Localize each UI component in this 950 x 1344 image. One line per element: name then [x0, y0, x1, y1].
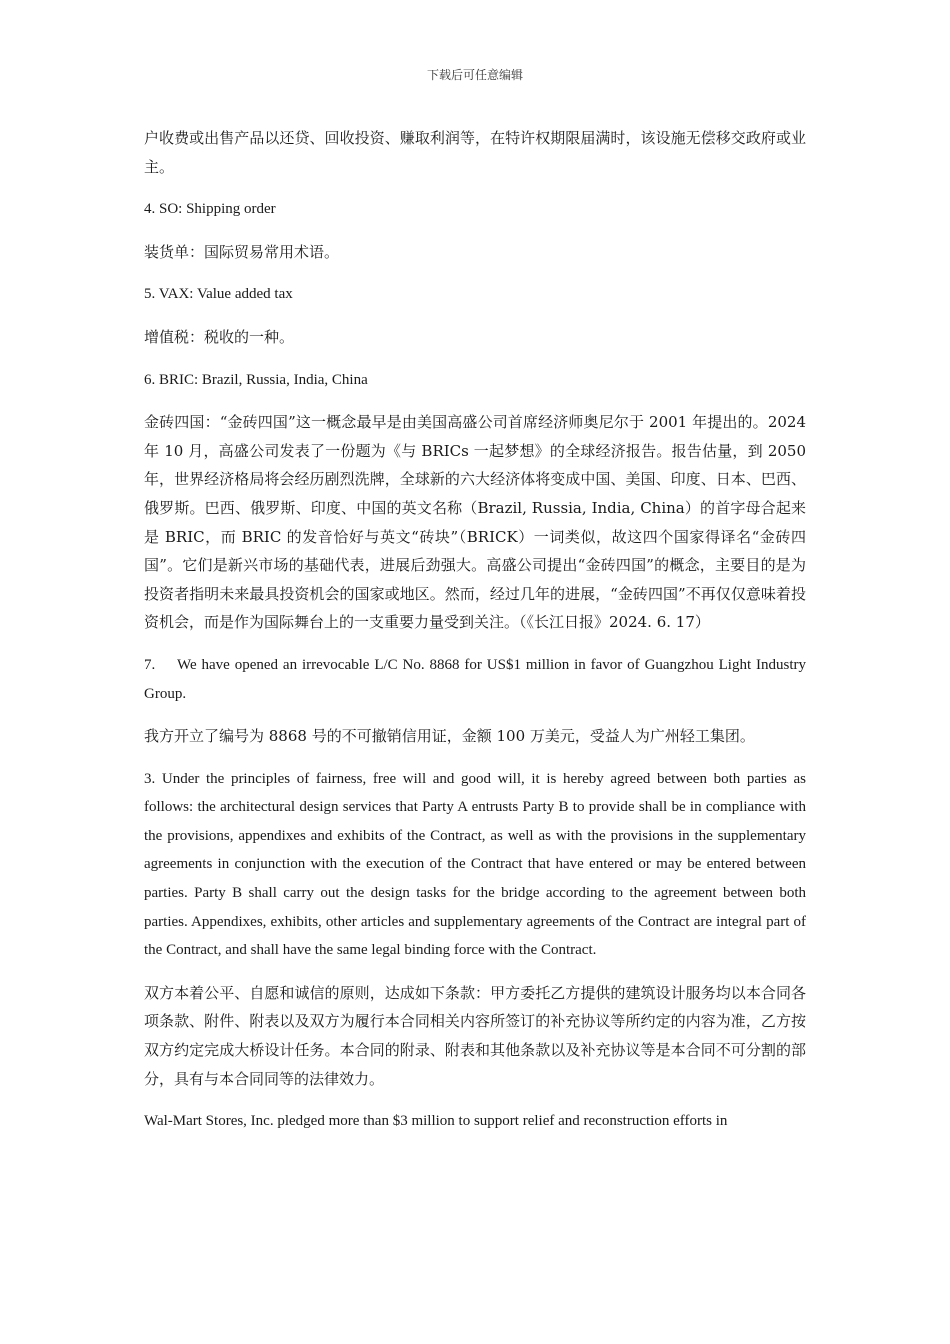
definition-bric: 金砖四国：“金砖四国”这一概念最早是由美国高盛公司首席经济师奥尼尔于 2001 年提出的。2024 年 10 月，高盛公司发表了一份题为《与 BRICs 一起梦想》的全球经济报告。报告估量，到 2050 年，世界经济格局将会经历剧烈洗牌，全球新的六大经济体将变成中国、美国、印度、日本、巴西、俄罗斯。巴西、俄罗斯、印度、中国的英文名称（Brazil, Russia, India, China）的首字母合起来是 BRIC，而 BRIC 的发音恰好与英文“砖块”（BRICK）一词类似，故这四个国家得译名“金砖四国”。它们是新兴市场的基础代表，进展后劲强大。高盛公司提出“金砖四国”的概念，主要目的是为投资者指明未来最具投资机会的国家或地区。然而，经过几年的进展，“金砖四国”不再仅仅意味着投资机会，而是作为国际舞台上的一支重要力量受到关注。（《长江日报》2024. 6. 17）: [144, 413, 806, 632]
page-header: 下载后可任意编辑: [426, 68, 523, 82]
paragraph-walmart: Wal-Mart Stores, Inc. pledged more than $3 million to support relief and reconstruction efforts in: [144, 1113, 728, 1130]
sentence-7-english: [144, 651, 806, 708]
clause-3-chinese: 双方本着公平、自愿和诚信的原则，达成如下条款：甲方委托乙方提供的建筑设计服务均以本合同各项条款、附件、附表以及双方为履行本合同相关内容所签订的补充协议等所约定的内容为准，乙方按双方约定完成大桥设计任务。本合同的附录、附表和其他条款以及补充协议等是本合同不可分割的部分，具有与本合同同等的法律效力。: [144, 983, 806, 1088]
definition-so: 装货单：国际贸易常用术语。: [144, 242, 340, 261]
term-vax: 5. VAX: Value added tax: [144, 286, 293, 303]
item-number-7: 7.: [144, 656, 156, 673]
term-so: 4. SO: Shipping order: [144, 201, 276, 218]
sentence-7-chinese: 我方开立了编号为 8868 号的不可撤销信用证，金额 100 万美元，受益人为广州轻工集团。: [144, 727, 755, 746]
definition-vax: 增值税：税收的一种。: [144, 327, 295, 346]
term-bric: 6. BRIC: Brazil, Russia, India, China: [144, 371, 368, 388]
clause-3-english: 3. Under the principles of fairness, free will and good will, it is hereby agreed between both parties as follows: the architectural design services that Party A entrusts Party B to provide shall be in compliance with the provisions, appendixes and exhibits of the Contract, as well as with the provisions in the supplementary agreements in conjunction with the execution of the Contract that have entered or may be entered between parties. Party B shall carry out the design tasks for the bridge according to the agreement between both parties. Appendixes, exhibits, other articles and supplementary agreements of the Contract are integral part of the Contract, and shall have the same legal binding force with the Contract.: [144, 770, 806, 959]
paragraph-bot-continuation: 户收费或出售产品以还贷、回收投资、赚取利润等，在特许权期限届满时，该设施无偿移交政府或业主。: [144, 129, 806, 176]
document-body: [144, 124, 806, 1150]
sentence-7-text: We have opened an irrevocable L/C No. 8868 for US$1 million in favor of Guangzhou Light Industry Group.: [144, 656, 806, 702]
